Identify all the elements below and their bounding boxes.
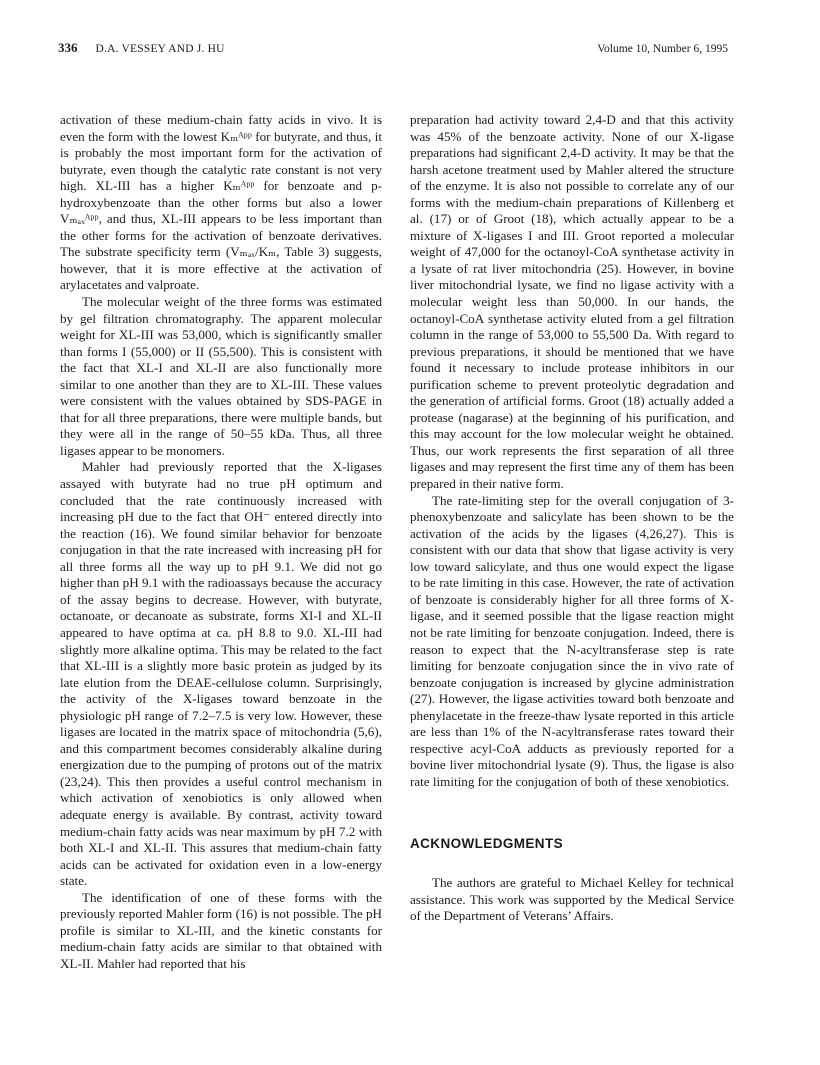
- paragraph: The molecular weight of the three forms was estimated by gel filtration chromatography. The apparent molecular weight for XL-III was 53,000, which is significantly smaller than forms I (55,000) or II (55,500). This is consistent with the fact that XL-I and XL-II are also functionally more similar to one another than they are to XL-III. These values were consistent with the values obtained by SDS-PAGE in that for all three preparations, there were multiple bands, but they were all in the range of 50–55 kDa. Thus, all three ligases appear to be monomers.: [60, 294, 382, 458]
- right-column: [410, 112, 734, 925]
- paragraph: preparation had activity toward 2,4-D and that this activity was 45% of the benzoate activity. None of our X-ligase preparations had significant 2,4-D activity. It may be that the harsh acetone treatment used by Mahler altered the structure of the enzyme. It is also not possible to correlate any of our forms with the medium-chain preparations of Killenberg et al. (17) or of Groot (18), which actually appear to be a mixture of X-ligases I and III. Groot reported a molecular weight of 47,000 for the octanoyl-CoA synthetase activity in a lysate of rat liver mitochondria (25). However, in bovine liver mitochondrial lysate, we find no ligase activity with a molecular weight less than 50,000. In our hands, the octanoyl-CoA synthetase activity eluted from a gel filtration column in the range of 53,000 to 55,500 Da. With regard to previous preparations, it should be mentioned that we have found it necessary to include protease inhibitors in our purification scheme to prevent proteolytic degradation and the generation of artificial forms. Groot (18) actually added a protease (nagarase) at the beginning of his purification, and this may account for the low molecular weight he obtained. Thus, our work represents the first separation of all three ligases and may represent the first time any of them has been prepared in their native form.: [410, 112, 734, 492]
- acknowledgments-text: The authors are grateful to Michael Kelley for technical assistance. This work was supported by the Medical Service of the Department of Veterans’ Affairs.: [410, 874, 734, 924]
- left-column: [60, 112, 382, 972]
- paragraph: Mahler had previously reported that the X-ligases assayed with butyrate had no true pH optimum and concluded that the rate continuously increased with increasing pH due to the fact that OH⁻ entered directly into the reaction (16). We found similar behavior for benzoate conjugation in that the rate increased with increasing pH for all three forms all the way up to pH 9.1. We did not go higher than pH 9.1 with the radioassays because the accuracy of the assay begins to decrease. However, with butyrate, octanoate, or decanoate as substrate, forms XI-I and XL-II appeared to have optima at ca. pH 8.8 to 9.0. XL-III had slightly more alkaline optima. This may be related to the fact that XL-III is a slightly more basic protein as judged by its late elution from the DEAE-cellulose column. Surprisingly, the activity of the X-ligases toward benzoate in the physiologic pH range of 7.2–7.5 is very low. However, these ligases are located in the matrix space of mitochondria (5,6), and this compartment becomes considerably alkaline during energization due to the pumping of protons out of the matrix (23,24). This then provides a useful control mechanism in which activation of xenobiotics is only allowed when adequate energy is available. By contrast, activity toward medium-chain fatty acids was near maximum by pH 7.2 with both XL-I and XL-II. This assures that medium-chain fatty acids can be activated for oxidation even in a low-energy state.: [60, 459, 382, 889]
- paragraph: activation of these medium-chain fatty acids in vivo. It is even the form with the lowest Kₘᴬᵖᵖ for butyrate, and thus, it is probably the most important form for the activation of butyrate, even though the catalytic rate constant is not very high. XL-III has a higher Kₘᴬᵖᵖ for benzoate and p-hydroxybenzoate than the other forms but also a lower Vₘₐₓᴬᵖᵖ, and thus, XL-III appears to be less important than the other forms for the activation of benzoate derivatives. The substrate specificity term (Vₘₐₓ/Kₘ, Table 3) suggests, however, that it is more effective at the activation of arylacetates and valproate.: [60, 112, 382, 293]
- running-head: D.A. VESSEY AND J. HU: [95, 43, 225, 55]
- page-header: [58, 40, 728, 58]
- acknowledgments-heading: ACKNOWLEDGMENTS: [410, 836, 563, 852]
- paragraph: The rate-limiting step for the overall conjugation of 3-phenoxybenzoate and salicylate has been shown to be the activation of the acids by the ligases (4,26,27). This is consistent with our data that show that ligase activity is very low toward salicylate, and thus one would expect the ligase to be rate limiting in this case. However, the rate of activation of benzoate is considerably higher for all three forms of X-ligase, and it seemed possible that the ligase reaction might not be rate limiting for benzoate conjugation. Indeed, there is reason to expect that the N-acyltransferase step is rate limiting for benzoate conjugation since the in vivo rate of benzoate conjugation is increased by glycine administration (27). However, the ligase activities toward both benzoate and phenylacetate in the freeze-thaw lysate reported in this article are less than 1% of the N-acyltransferase rates toward their respective acyl-CoA adducts as previously reported for a bovine liver mitochondrial lysate (9). Thus, the ligase is also rate limiting for the conjugation of both of these xenobiotics.: [410, 492, 734, 789]
- paragraph: The identification of one of these forms with the previously reported Mahler form (16) is not possible. The pH profile is similar to XL-III, and the kinetic constants for medium-chain fatty acids are similar to that obtained with XL-II. Mahler had reported that his: [60, 889, 382, 971]
- volume-info: Volume 10, Number 6, 1995: [597, 43, 728, 55]
- page-number: 336: [58, 40, 78, 55]
